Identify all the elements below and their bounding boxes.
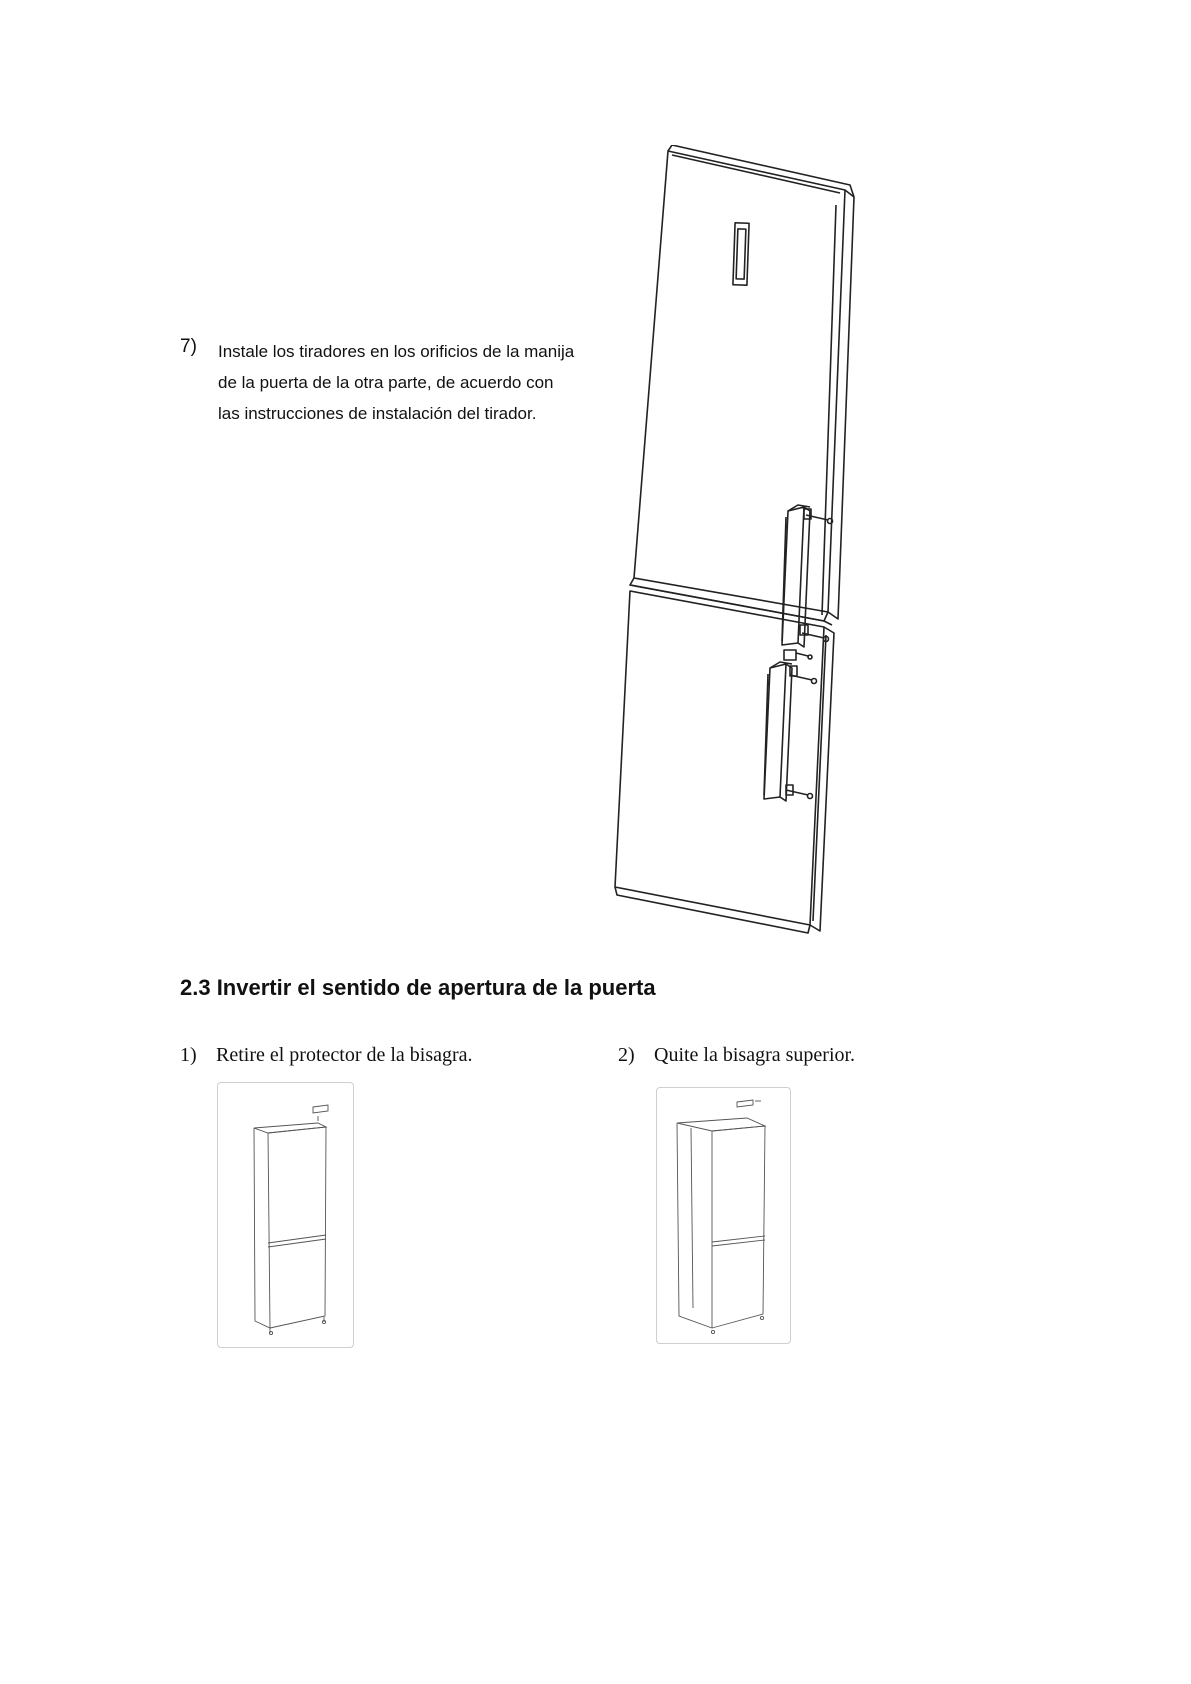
step-7-text: Instale los tiradores en los orificios de la manija de la puerta de la otra parte, de acuerdo con las instrucciones de instalación del tirador. (218, 342, 575, 423)
step-1 (180, 1044, 473, 1067)
fridge-top-hinge-illustration (657, 1088, 790, 1343)
fridge-thumbnail-1 (217, 1082, 354, 1348)
step-7-number: 7) (180, 336, 197, 357)
step-2 (618, 1044, 855, 1067)
section-title: 2.3 Invertir el sentido de apertura de la puerta (180, 975, 656, 1000)
step-2-text: Quite la bisagra superior. (654, 1044, 856, 1066)
fridge-hinge-protector-illustration (218, 1083, 353, 1347)
step-1-number: 1) (180, 1044, 197, 1066)
fridge-thumbnail-2 (656, 1087, 791, 1344)
step-1-text: Retire el protector de la bisagra. (216, 1044, 473, 1066)
step-2-number: 2) (618, 1044, 635, 1066)
door-handle-illustration (610, 145, 870, 940)
